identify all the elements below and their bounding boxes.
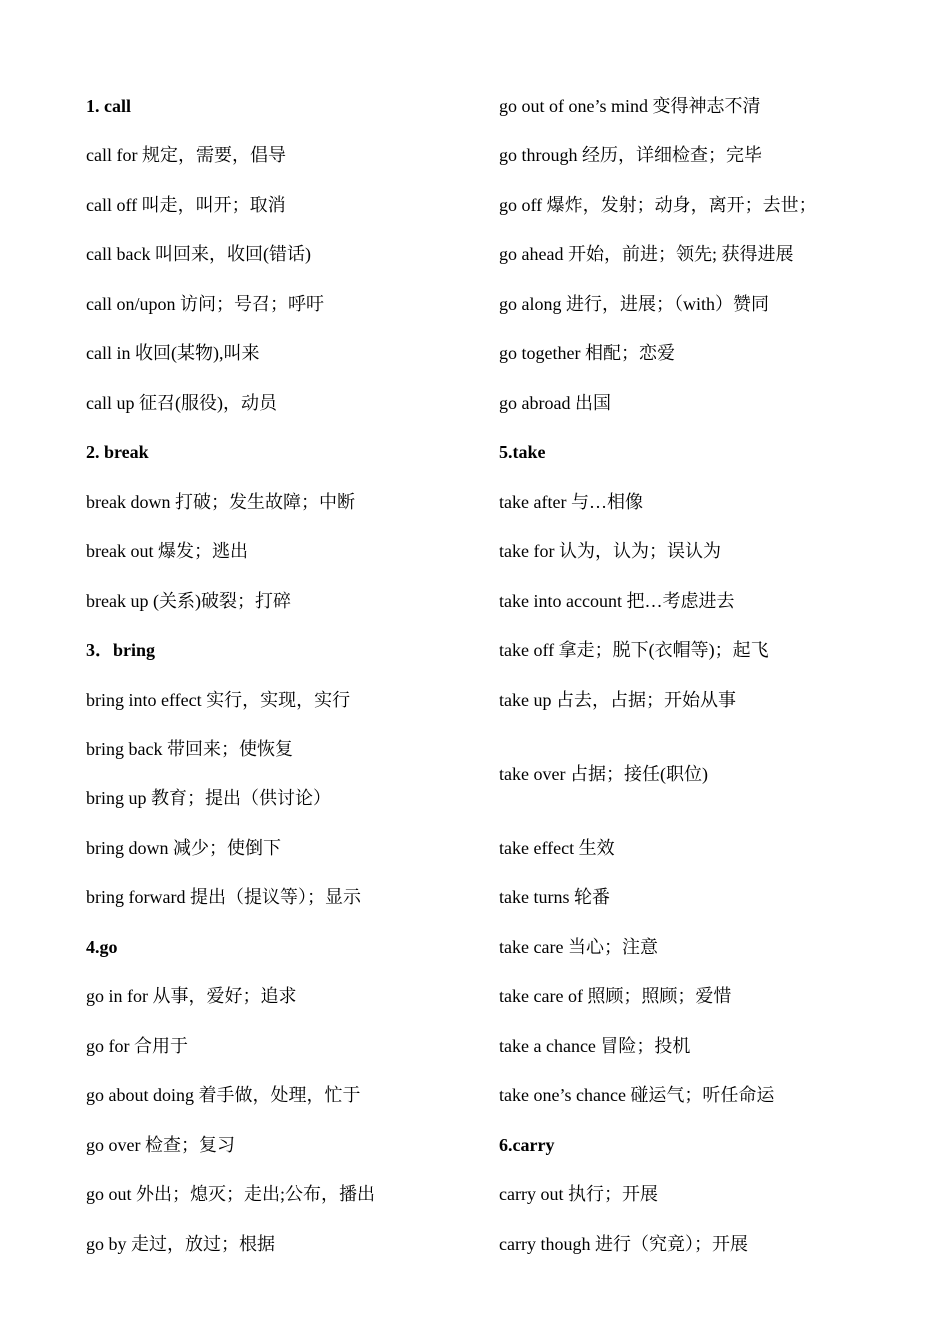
phrase-entry: carry out 执行；开展: [499, 1184, 658, 1204]
phrase-entry: call in 收回(某物),叫来: [86, 343, 260, 363]
phrase-entry: call off 叫走，叫开；取消: [86, 195, 286, 215]
phrase-entry: take one’s chance 碰运气；听任命运: [499, 1085, 775, 1105]
phrase-entry: take over 占据；接任(职位): [499, 764, 708, 784]
phrase-entry: take after 与…相像: [499, 492, 643, 512]
phrase-entry: bring down 减少；使倒下: [86, 838, 281, 858]
phrase-entry: go together 相配；恋爱: [499, 343, 675, 363]
phrase-entry: take care of 照顾；照顾；爱惜: [499, 986, 732, 1006]
phrase-entry: break up (关系)破裂；打碎: [86, 591, 291, 611]
phrase-entry: take off 拿走；脱下(衣帽等)；起飞: [499, 640, 769, 660]
phrase-entry: go by 走过，放过；根据: [86, 1234, 275, 1254]
section-heading: 6.carry: [499, 1135, 555, 1155]
phrase-entry: carry though 进行（究竟）；开展: [499, 1234, 748, 1254]
phrase-entry: go off 爆炸，发射；动身，离开；去世；: [499, 195, 817, 215]
phrase-entry: take turns 轮番: [499, 887, 610, 907]
phrase-entry: go in for 从事，爱好；追求: [86, 986, 297, 1006]
phrase-entry: go over 检查；复习: [86, 1135, 235, 1155]
phrase-entry: bring forward 提出（提议等）；显示: [86, 887, 361, 907]
phrase-entry: go out 外出；熄灭；走出;公布，播出: [86, 1184, 376, 1204]
phrase-entry: bring back 带回来；使恢复: [86, 739, 293, 759]
phrase-entry: call for 规定，需要，倡导: [86, 145, 286, 165]
phrase-entry: take for 认为，认为；误认为: [499, 541, 721, 561]
phrase-entry: go through 经历，详细检查；完毕: [499, 145, 762, 165]
section-heading: 3．bring: [86, 640, 156, 660]
section-heading: 1. call: [86, 96, 131, 116]
phrase-entry: take a chance 冒险；投机: [499, 1036, 691, 1056]
phrase-entry: call on/upon 访问；号召；呼吁: [86, 294, 324, 314]
phrase-entry: go ahead 开始，前进；领先; 获得进展: [499, 244, 794, 264]
section-heading: 5.take: [499, 442, 546, 462]
phrase-entry: take effect 生效: [499, 838, 615, 858]
section-heading: 2. break: [86, 442, 149, 462]
phrase-entry: take up 占去，占据；开始从事: [499, 690, 736, 710]
phrase-entry: go for 合用于: [86, 1036, 188, 1056]
phrase-entry: call up 征召(服役)，动员: [86, 393, 277, 413]
phrase-entry: take care 当心；注意: [499, 937, 658, 957]
section-heading: 4.go: [86, 937, 118, 957]
phrase-entry: bring up 教育；提出（供讨论）: [86, 788, 331, 808]
phrase-entry: bring into effect 实行，实现，实行: [86, 690, 351, 710]
phrase-entry: break out 爆发；逃出: [86, 541, 248, 561]
phrase-entry: go along 进行，进展；（with）赞同: [499, 294, 769, 314]
phrase-entry: take into account 把…考虑进去: [499, 591, 735, 611]
phrase-entry: go about doing 着手做，处理，忙于: [86, 1085, 361, 1105]
phrase-entry: go abroad 出国: [499, 393, 611, 413]
phrase-entry: go out of one’s mind 变得神志不清: [499, 96, 761, 116]
phrase-entry: call back 叫回来，收回(错话): [86, 244, 311, 264]
phrase-entry: break down 打破；发生故障；中断: [86, 492, 355, 512]
